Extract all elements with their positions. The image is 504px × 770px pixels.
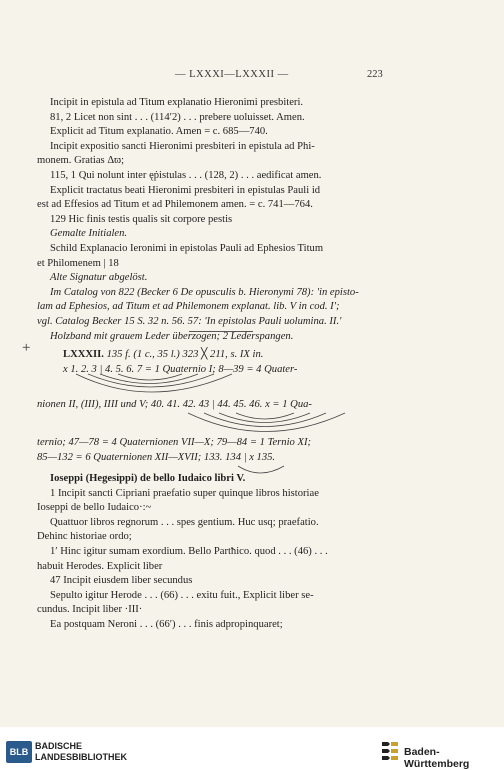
text-line: Holzband mit grauem Leder überzogen; 2 Lederspangen. [50, 330, 294, 342]
text-line: 47 Incipit eiusdem liber secundus [50, 575, 193, 587]
collation-line: nionen II, (III), IIII und V; 40. 41. 42. 43 | 44. 45. 46. x = 1 Qua- [37, 399, 312, 410]
section-divider [189, 331, 253, 332]
text-line: Ea postquam Neroni . . . (66′) . . . finis adpropinquaret; [50, 618, 283, 630]
text-line: Im Catalog von 822 (Becker 6 De opusculis b. Hieronymi 78): 'in episto- [50, 286, 359, 298]
state-name: Baden-Württemberg [404, 746, 470, 770]
text-line: Incipit expositio sancti Hieronimi presbiteri in epistula ad Phi- [50, 140, 315, 152]
library-name [35, 741, 127, 763]
text-line: est ad Effesios ad Titum et ad Philemonem amen. = c. 741—764. [37, 199, 313, 211]
bw-lions-icon [379, 739, 401, 763]
text-line: 129 Hic finis testis qualis sit corpore pestis [50, 213, 233, 225]
blb-logo-icon: BLB [6, 741, 32, 763]
text-line: Alte Signatur abgelöst. [50, 272, 148, 284]
footer-bar [0, 727, 504, 769]
quire-arc [236, 413, 294, 419]
text-line: monem. Gratias Δϖ; [37, 155, 125, 167]
entry-number: LXXXII. [63, 349, 104, 360]
text-line: Sepulto igitur Herode . . . (66) . . . exitu fuit., Explicit liber se- [50, 589, 314, 601]
text-line: Explicit ad Titum explanatio. Amen = c. 685—740. [50, 126, 268, 138]
text-line: habuit Herodes. Explicit liber [37, 560, 163, 572]
work-title: Ioseppi (Hegesippi) de bello Iudaico libri V. [50, 473, 246, 484]
quire-arc [219, 413, 310, 423]
entry-details: 135 f. (1 c., 35 l.) 323 ╳ 211, s. IX in. [103, 349, 264, 360]
quire-arc [188, 413, 345, 432]
collation-line: 85—132 = 6 Quaternionen XII—XVII; 133. 134 | x 135. [37, 451, 276, 463]
entry-lxxxii-text [37, 472, 381, 633]
text-line: Explicit tractatus beati Hieronimi presbiteri in epistulas Pauli id [50, 184, 321, 196]
text-line: 115, 1 Qui nolunt inter ęṗistulas . . . (128, 2) . . . aedificat amen. [50, 169, 322, 181]
margin-mark: + [22, 340, 31, 356]
text-line: Quattuor libros regnorum . . . spes gentium. Huc usq; praefatio. [50, 516, 319, 528]
text-line: Dehinc historiae ordo; [37, 531, 132, 543]
collation-line: x 1. 2. 3 | 4. 5. 6. 7 = 1 Quaternio I; 8—39 = 4 Quater- [63, 363, 298, 375]
text-line: et Philomenem | 18 [37, 257, 119, 269]
quire-arc [204, 413, 326, 427]
text-line: Gemalte Initialen. [50, 228, 128, 240]
entry-lxxxii-collation-cont2 [37, 436, 381, 465]
text-line: Ioseppi de bello Iudaico·:~ [37, 502, 152, 514]
entry-lxxxii-collation [63, 348, 381, 377]
collation-line: ternio; 47—78 = 4 Quaternionen VII—X; 79—84 = 1 Ternio XI; [37, 437, 312, 448]
text-line: 81, 2 Licet non sint . . . (114′2) . . . prebere uoluisset. Amen. [50, 111, 305, 123]
library-name-line1: BADISCHE [35, 741, 83, 751]
text-line: 1 Incipit sancti Cipriani praefatio super quinque libros historiae [50, 487, 319, 499]
entry-lxxxii-collation-cont [37, 398, 381, 413]
running-title: — LXXXI—LXXXII — [175, 69, 289, 80]
library-name-line2: LANDESBIBLIOTHEK [35, 752, 127, 762]
text-line: cundus. Incipit liber ·III· [37, 604, 143, 616]
text-line: 1′ Hinc igitur sumam exordium. Bello Partħico. quod . . . (46) . . . [50, 545, 328, 557]
text-line: lam ad Ephesios, ad Titum et ad Philemonem explanat. lib. V in cod. I'; [37, 301, 340, 313]
text-line: Incipit in epistula ad Titum explanatio Hieronimi presbiteri. [50, 97, 304, 108]
collation-line [63, 348, 381, 363]
entry-lxxxi-text [37, 96, 381, 344]
text-line: vgl. Catalog Becker 15 S. 32 n. 56. 57: 'In epistolas Pauli uolumina. II.' [37, 315, 342, 327]
page-number: 223 [367, 69, 383, 80]
text-line: Schild Explanacio Ieronimi in epistolas Pauli ad Ephesios Titum [50, 242, 324, 254]
